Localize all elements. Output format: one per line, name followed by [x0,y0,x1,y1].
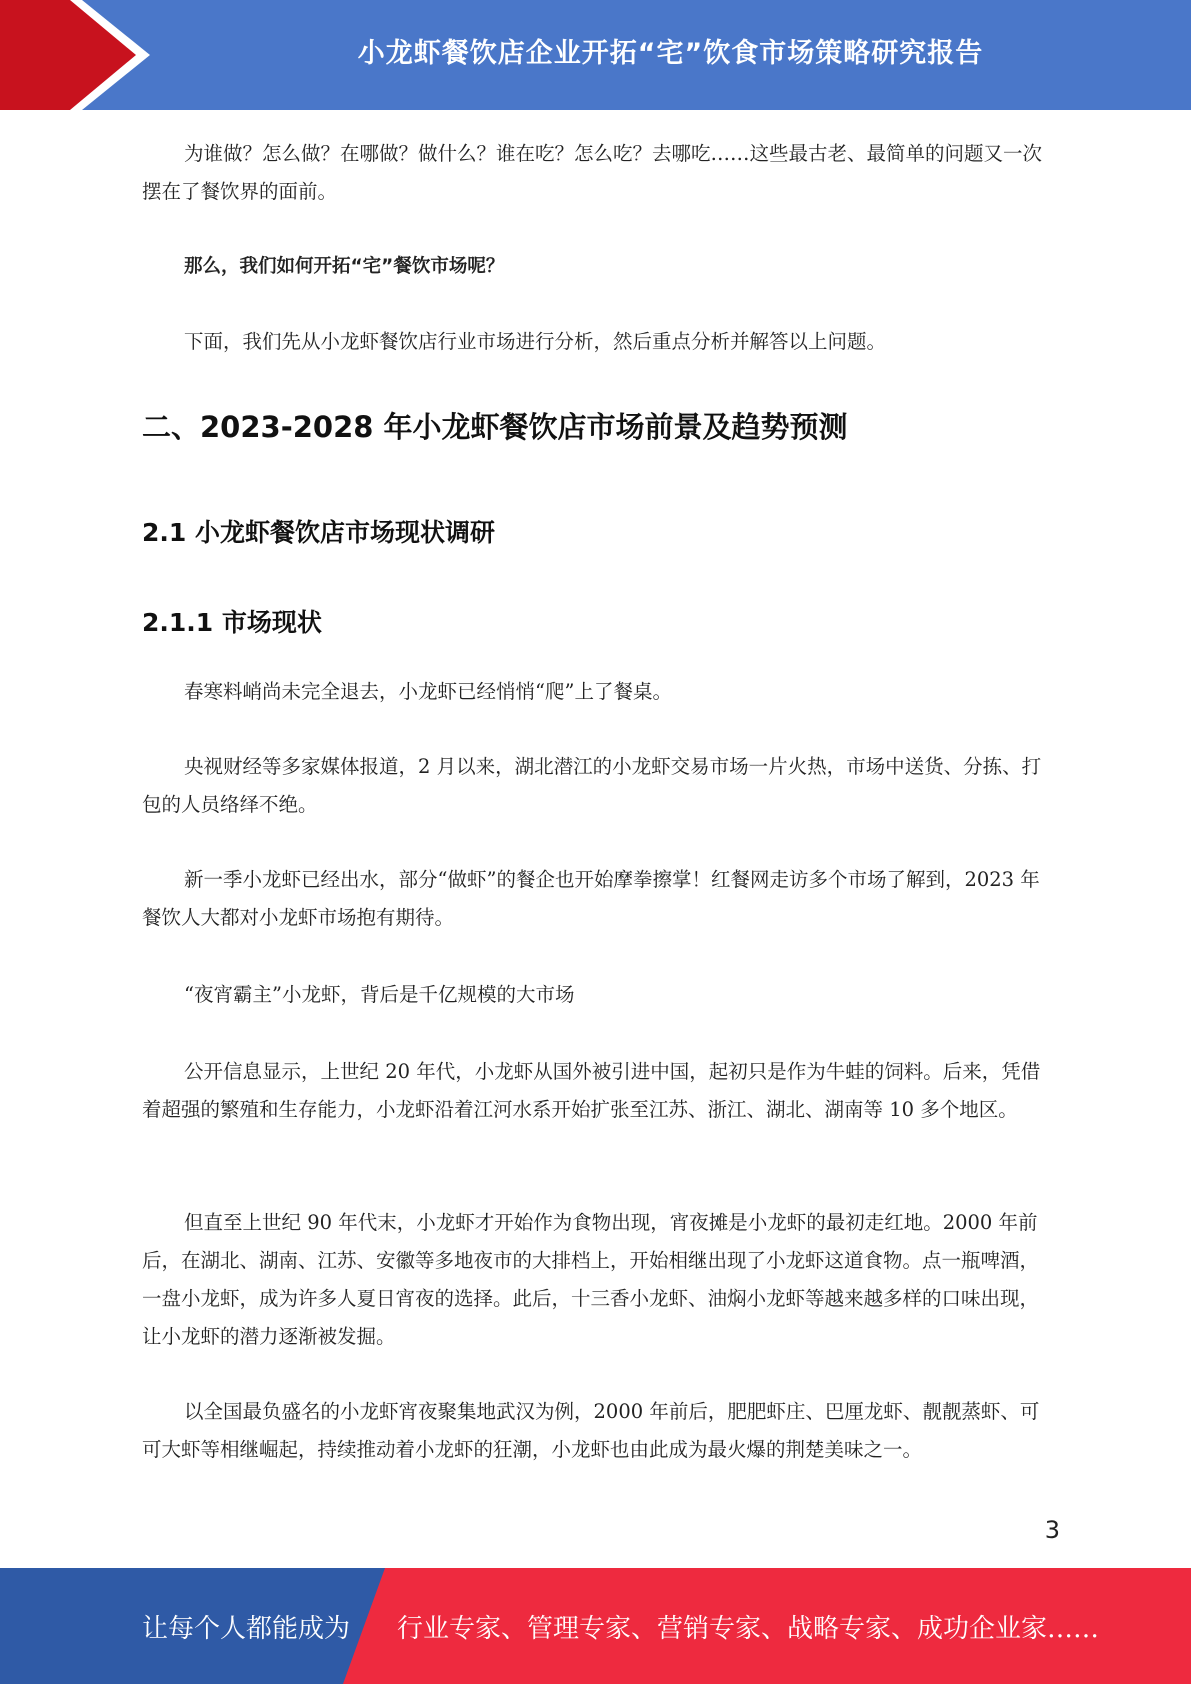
paragraph-night-snack: “夜宵霸主”小龙虾，背后是千亿规模的大市场 [184,983,575,1006]
paragraph-spring: 春寒料峭尚未完全退去，小龙虾已经悄悄“爬”上了餐桌。 [184,680,672,703]
paragraph-1990s: 但直至上世纪 90 年代末，小龙虾才开始作为食物出现，宵夜摊是小龙虾的最初走红地。2000 年前后，在湖北、湖南、江苏、安徽等多地夜市的大排档上，开始相继出现了小龙虾这道食物。点一瓶啤酒，一盘小龙虾，成为许多人夏日宵夜的选择。此后，十三香小龙虾、油焖小龙虾等越来越多样的口味出现，让小龙虾的潜力逐渐被发掘。 [142,1211,1040,1348]
paragraph-wuhan: 以全国最负盛名的小龙虾宵夜聚集地武汉为例，2000 年前后，肥肥虾庄、巴厘龙虾、靓靓蒸虾、可可大虾等相继崛起，持续推动着小龙虾的狂潮，小龙虾也由此成为最火爆的荆楚美味之一。 [142,1400,1040,1461]
page-header [0,0,1191,110]
header-chevron-arrow [0,0,140,110]
paragraph-intro-questions: 为谁做？怎么做？在哪做？做什么？谁在吃？怎么吃？去哪吃……这些最古老、最简单的问题又一次摆在了餐饮界的面前。 [142,142,1043,203]
paragraph-analysis-intro: 下面，我们先从小龙虾餐饮店行业市场进行分析，然后重点分析并解答以上问题。 [184,330,887,353]
section-heading: 二、2023-2028 年小龙虾餐饮店市场前景及趋势预测 [142,410,848,444]
paragraph-new-season: 新一季小龙虾已经出水，部分“做虾”的餐企也开始摩拳擦掌！红餐网走访多个市场了解到，2023 年餐饮人大都对小龙虾市场抱有期待。 [142,868,1040,929]
page-footer [0,1568,1191,1684]
footer-slogan-right: 行业专家、管理专家、营销专家、战略专家、成功企业家…… [397,1613,1100,1644]
report-title: 小龙虾餐饮店企业开拓“宅”饮食市场策略研究报告 [357,37,984,69]
paragraph-key-question: 那么，我们如何开拓“宅”餐饮市场呢？ [184,256,505,277]
footer-slogan-left: 让每个人都能成为 [142,1613,351,1644]
paragraph-cctv-report: 央视财经等多家媒体报道，2 月以来，湖北潜江的小龙虾交易市场一片火热，市场中送货、分拣、打包的人员络绎不绝。 [142,755,1042,816]
paragraph-history: 公开信息显示，上世纪 20 年代，小龙虾从国外被引进中国，起初只是作为牛蛙的饲料。后来，凭借着超强的繁殖和生存能力，小龙虾沿着江河水系开始扩张至江苏、浙江、湖北、湖南等 10 多个地区。 [142,1060,1041,1121]
subsubsection-heading: 2.1.1 市场现状 [142,608,322,637]
subsection-heading: 2.1 小龙虾餐饮店市场现状调研 [142,518,495,547]
page-number: 3 [1044,1516,1060,1544]
